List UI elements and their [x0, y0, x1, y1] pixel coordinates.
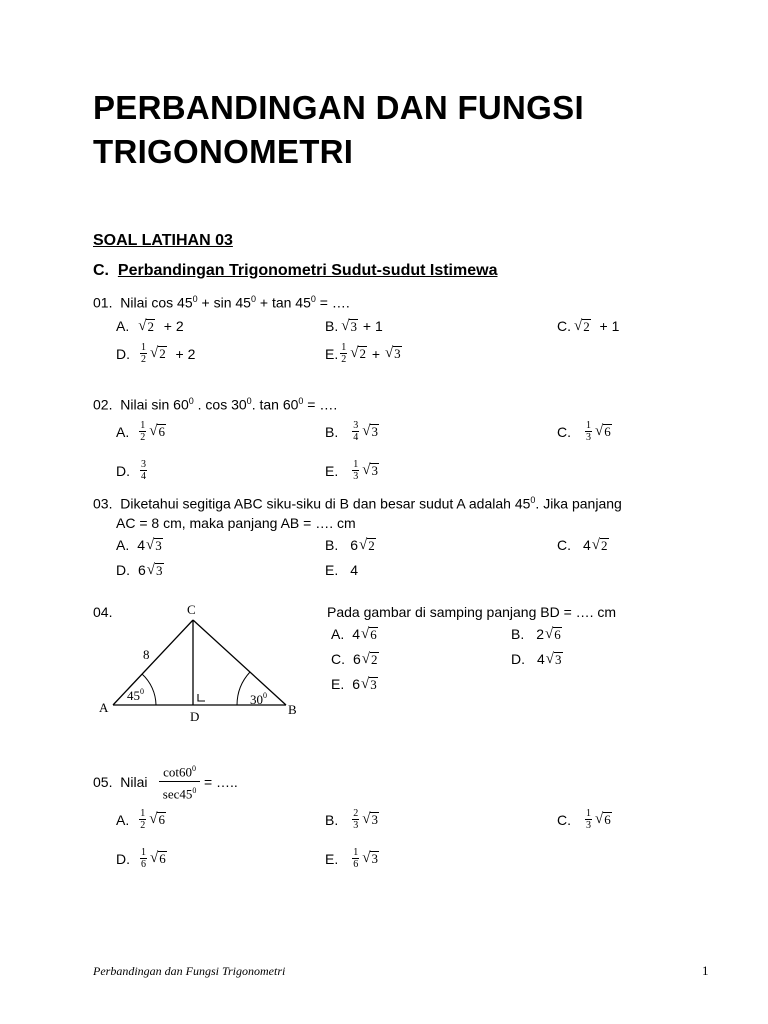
option-02-e — [325, 459, 380, 482]
term: 4 — [350, 562, 359, 578]
fraction — [139, 420, 146, 443]
denominator: 3 — [353, 820, 359, 831]
angle-arc-a — [142, 674, 156, 705]
fraction — [340, 342, 347, 365]
cot-expression: cot60 — [163, 764, 193, 780]
radicand: 3 — [370, 676, 377, 692]
question-text: Diketahui segitiga ABC siku-siku di B dan besar sudut A adalah 45 — [120, 495, 531, 512]
numerator: 1 — [586, 420, 591, 431]
fraction — [352, 420, 359, 443]
radicand: 6 — [604, 424, 611, 439]
denominator: 2 — [140, 820, 146, 831]
exponent: 0 — [192, 786, 197, 796]
denominator: 2 — [141, 354, 146, 365]
radicand: 6 — [370, 626, 377, 642]
option-label: C. — [557, 318, 571, 334]
numerator: 1 — [140, 420, 146, 431]
sqrt-expression — [146, 538, 163, 553]
numerator: 1 — [140, 808, 146, 819]
sqrt-expression — [150, 851, 167, 866]
radical-sign: √ — [545, 625, 554, 642]
question-number: 02. — [93, 396, 113, 413]
question-text: . cos 30 — [193, 396, 247, 413]
radicand: 6 — [159, 851, 166, 866]
question-number: 05. — [93, 773, 113, 790]
vertex-b-label: B — [288, 702, 297, 717]
coefficient: 6 — [353, 651, 361, 667]
option-03-b — [325, 537, 377, 553]
radical-sign: √ — [361, 650, 371, 667]
option-03-a — [116, 537, 164, 553]
sqrt-expression — [362, 652, 379, 667]
angle-a-value: 45 — [127, 688, 140, 703]
sqrt-expression — [545, 627, 562, 642]
question-03-line-2: AC = 8 cm, maka panjang AB = …. cm — [116, 515, 356, 531]
radicand: 3 — [371, 851, 378, 866]
radicand: 6 — [604, 812, 611, 827]
option-label: C. — [557, 811, 571, 828]
radical-sign: √ — [150, 850, 159, 866]
radicand: 2 — [583, 318, 590, 334]
option-label: B. — [511, 626, 525, 642]
option-label: D. — [511, 651, 525, 667]
question-02 — [93, 396, 337, 413]
question-04-number: 04. — [93, 604, 113, 620]
numerator: 3 — [141, 459, 146, 470]
numerator — [159, 760, 200, 782]
cot-over-sec-fraction — [159, 760, 200, 804]
radical-sign: √ — [595, 423, 604, 439]
fraction — [139, 808, 146, 831]
term: 2 — [187, 345, 196, 362]
coefficient: 4 — [352, 626, 361, 642]
sqrt-expression — [362, 851, 379, 866]
radical-sign: √ — [361, 675, 370, 692]
exponent: 0 — [310, 294, 316, 304]
sqrt-expression — [150, 346, 167, 361]
exponent: 0 — [192, 294, 198, 304]
sqrt-expression — [595, 812, 612, 827]
radical-sign: √ — [362, 850, 371, 866]
option-01-d — [116, 342, 195, 365]
numerator: 1 — [586, 808, 591, 819]
radical-sign: √ — [595, 811, 604, 827]
option-05-c — [557, 808, 613, 831]
sqrt-expression — [546, 652, 563, 667]
option-04-a — [331, 626, 379, 642]
question-05 — [93, 760, 238, 804]
sqrt-expression — [149, 812, 166, 827]
radicand: 2 — [368, 537, 375, 553]
denominator: 6 — [141, 859, 146, 870]
option-02-a — [116, 420, 167, 443]
option-02-d — [116, 459, 149, 482]
angle-a-label — [127, 687, 144, 703]
sqrt-expression — [138, 319, 155, 334]
question-text: . Jika panjang — [535, 495, 622, 512]
numerator: 2 — [353, 808, 359, 819]
sqrt-expression — [361, 677, 378, 692]
radicand: 6 — [158, 812, 165, 827]
question-number: 01. — [93, 294, 113, 311]
fraction — [140, 342, 147, 365]
option-label: A. — [116, 811, 130, 828]
denominator — [163, 782, 197, 803]
fraction — [352, 459, 359, 482]
option-label: D. — [116, 345, 130, 362]
question-number: 03. — [93, 495, 113, 512]
term: 1 — [611, 318, 620, 334]
option-05-a — [116, 808, 167, 831]
option-02-c — [557, 420, 613, 443]
page-number: 1 — [702, 963, 709, 978]
term: 2 — [175, 318, 184, 334]
plus-sign: + — [599, 318, 608, 334]
numerator: 3 — [353, 420, 359, 431]
option-04-b — [511, 626, 563, 642]
angle-arc-b — [237, 672, 250, 705]
question-text: = …. — [303, 396, 338, 413]
side-ac — [113, 620, 193, 705]
radical-sign: √ — [361, 625, 370, 642]
radical-sign: √ — [350, 345, 359, 361]
option-05-d — [116, 847, 168, 870]
question-03 — [93, 495, 622, 512]
option-05-b — [325, 808, 380, 831]
exponent: 0 — [530, 495, 536, 505]
term: 1 — [374, 318, 383, 334]
radical-sign: √ — [362, 423, 371, 439]
question-text: = …. — [315, 294, 350, 311]
exponent: 0 — [250, 294, 256, 304]
radical-sign: √ — [591, 536, 601, 553]
sqrt-expression — [595, 424, 612, 439]
question-text: Nilai — [120, 773, 148, 790]
radical-sign: √ — [138, 317, 147, 334]
fraction — [352, 847, 359, 870]
sqrt-expression — [362, 463, 379, 478]
vertex-a-label: A — [99, 700, 109, 715]
radicand: 2 — [147, 318, 154, 334]
question-text: . tan 60 — [251, 396, 299, 413]
sqrt-expression — [385, 346, 402, 361]
question-text: = ….. — [203, 773, 238, 790]
option-01-e — [325, 342, 403, 365]
option-03-e — [325, 562, 358, 578]
footer-title: Perbandingan dan Fungsi Trigonometri — [93, 964, 286, 978]
numerator: 1 — [353, 847, 359, 858]
sqrt-expression — [574, 319, 591, 334]
degree-mark: 0 — [140, 687, 144, 696]
denominator: 3 — [586, 820, 591, 831]
option-04-d — [511, 651, 564, 667]
radicand: 3 — [555, 651, 562, 667]
option-03-c — [557, 537, 610, 553]
plus-sign: + — [175, 345, 184, 362]
option-04-c — [331, 651, 380, 667]
radical-sign: √ — [146, 561, 156, 578]
question-text: + sin 45 — [197, 294, 251, 311]
denominator: 4 — [141, 471, 146, 482]
radicand: 6 — [158, 424, 165, 439]
fraction — [140, 459, 147, 482]
numerator: 1 — [341, 342, 347, 353]
option-02-b — [325, 420, 380, 443]
coefficient: 4 — [137, 537, 146, 553]
triangle-figure — [96, 598, 316, 728]
option-03-d — [116, 562, 165, 578]
radicand: 3 — [155, 537, 162, 553]
numerator: 1 — [353, 459, 359, 470]
exponent: 0 — [188, 396, 194, 406]
sqrt-expression — [147, 563, 164, 578]
radicand: 3 — [350, 318, 357, 334]
radicand: 2 — [601, 537, 608, 553]
angle-b-value: 30 — [250, 692, 263, 707]
plus-sign: + — [371, 345, 381, 362]
sqrt-expression — [149, 424, 166, 439]
denominator: 4 — [353, 432, 359, 443]
denominator: 6 — [353, 859, 359, 870]
radical-sign: √ — [149, 423, 158, 439]
coefficient: 6 — [138, 562, 146, 578]
coefficient: 2 — [536, 626, 545, 642]
radical-sign: √ — [384, 345, 394, 361]
option-01-c — [557, 318, 619, 334]
option-label: C. — [331, 651, 345, 667]
radical-sign: √ — [359, 536, 368, 553]
numerator: 1 — [141, 847, 146, 858]
option-label: E. — [325, 562, 339, 578]
option-label: A. — [116, 423, 130, 440]
option-01-b — [325, 318, 383, 334]
radicand: 6 — [554, 626, 561, 642]
question-text: Nilai sin 60 — [120, 396, 189, 413]
option-label: A. — [331, 626, 345, 642]
coefficient: 6 — [350, 537, 359, 553]
sec-expression: sec45 — [162, 786, 193, 802]
plus-sign: + — [163, 318, 172, 334]
radicand: 3 — [156, 562, 163, 578]
subsection-letter: C. — [93, 262, 109, 279]
plus-sign: + — [362, 318, 372, 334]
option-label: E. — [331, 676, 345, 692]
denominator: 2 — [341, 354, 347, 365]
subsection-title: Perbandingan Trigonometri Sudut-sudut Istimewa — [117, 262, 498, 279]
radicand: 2 — [359, 346, 366, 361]
fraction — [585, 420, 592, 443]
sqrt-expression — [361, 627, 378, 642]
denominator: 3 — [586, 432, 591, 443]
question-text: + tan 45 — [255, 294, 311, 311]
fraction — [352, 808, 359, 831]
radical-sign: √ — [545, 650, 555, 667]
radical-sign: √ — [362, 462, 371, 478]
question-01 — [93, 294, 350, 311]
option-label: C. — [557, 537, 571, 553]
option-label: E. — [325, 462, 339, 479]
option-05-e — [325, 847, 380, 870]
exponent: 0 — [246, 396, 252, 406]
option-label: E. — [325, 850, 339, 867]
option-label: B. — [325, 537, 339, 553]
option-label: D. — [116, 562, 130, 578]
title-line-2: TRIGONOMETRI — [93, 133, 354, 170]
fraction — [140, 847, 147, 870]
option-label: D. — [116, 462, 130, 479]
radical-sign: √ — [574, 317, 583, 334]
exponent: 0 — [298, 396, 304, 406]
denominator: 3 — [353, 471, 359, 482]
side-length-label: 8 — [143, 647, 150, 662]
sqrt-expression — [341, 319, 358, 334]
radicand: 3 — [371, 812, 378, 827]
title-line-1: PERBANDINGAN DAN FUNGSI — [93, 89, 584, 126]
subsection-heading — [93, 262, 497, 280]
denominator: 2 — [140, 432, 146, 443]
vertex-c-label: C — [187, 602, 196, 617]
numerator: 1 — [141, 342, 146, 353]
radicand: 3 — [371, 463, 378, 478]
option-label: A. — [116, 318, 130, 334]
right-angle-marker — [198, 694, 205, 701]
question-04-text: Pada gambar di samping panjang BD = …. cm — [327, 604, 617, 620]
question-text: Nilai cos 45 — [120, 294, 193, 311]
side-cb — [193, 620, 286, 705]
option-label: E. — [325, 345, 339, 362]
radicand: 2 — [159, 346, 166, 361]
option-label: B. — [325, 423, 339, 440]
sqrt-expression — [362, 812, 379, 827]
radical-sign: √ — [362, 811, 371, 827]
radicand: 2 — [371, 651, 378, 667]
option-01-a — [116, 318, 184, 334]
option-label: B. — [325, 318, 339, 334]
fraction — [585, 808, 592, 831]
coefficient: 4 — [537, 651, 545, 667]
coefficient: 6 — [352, 676, 361, 692]
option-label: A. — [116, 537, 130, 553]
vertex-d-label: D — [190, 709, 200, 724]
option-label: C. — [557, 423, 571, 440]
sqrt-expression — [592, 538, 609, 553]
radical-sign: √ — [149, 811, 158, 827]
sqrt-expression — [359, 538, 376, 553]
degree-mark: 0 — [263, 691, 267, 700]
coefficient: 4 — [583, 537, 591, 553]
page-title — [93, 86, 584, 174]
radicand: 3 — [371, 424, 378, 439]
sqrt-expression — [362, 424, 379, 439]
option-04-e — [331, 676, 379, 692]
section-heading: SOAL LATIHAN 03 — [93, 232, 233, 249]
option-label: B. — [325, 811, 339, 828]
sqrt-expression — [350, 346, 367, 361]
exponent: 0 — [192, 764, 197, 773]
radical-sign: √ — [341, 317, 350, 334]
radical-sign: √ — [146, 536, 155, 553]
radical-sign: √ — [150, 345, 159, 361]
radicand: 3 — [394, 346, 401, 361]
option-label: D. — [116, 850, 130, 867]
